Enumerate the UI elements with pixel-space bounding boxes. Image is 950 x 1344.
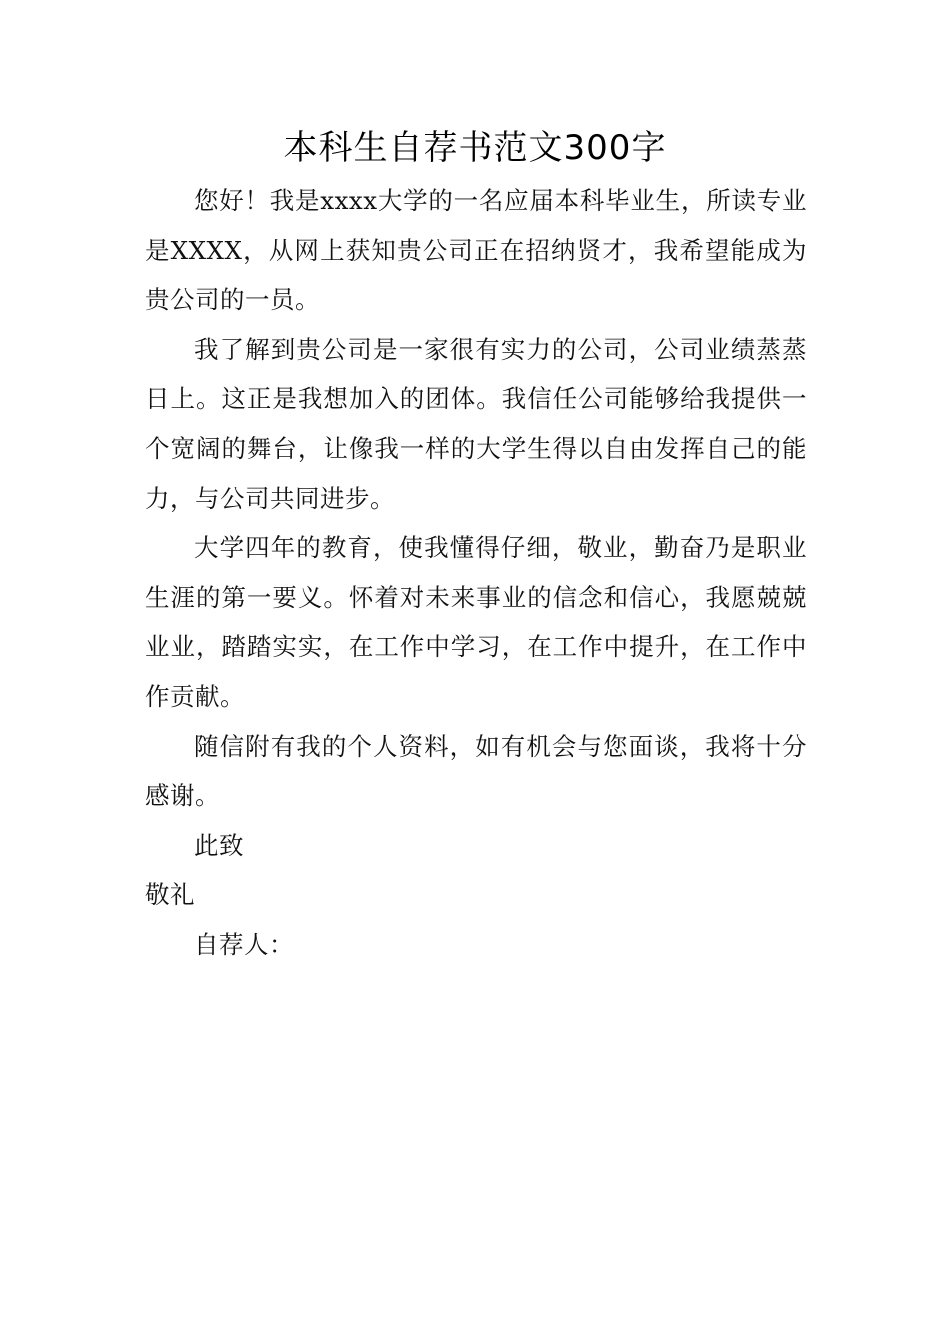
paragraph-3: 大学四年的教育，使我懂得仔细，敬业，勤奋乃是职业生涯的第一要义。怀着对未来事业的信念和信心，我愿兢兢业业，踏踏实实，在工作中学习，在工作中提升，在工作中作贡献。 [145, 533, 807, 711]
letter-body [145, 176, 807, 970]
closing-salute: 敬礼 [145, 880, 195, 910]
signature-line: 自荐人： [194, 929, 294, 959]
paragraph-2: 我了解到贵公司是一家很有实力的公司，公司业绩蒸蒸日上。这正是我想加入的团体。我信任公司能够给我提供一个宽阔的舞台，让像我一样的大学生得以自由发挥自己的能力，与公司共同进步。 [145, 334, 807, 513]
document-title: 本科生自荐书范文300字 [283, 128, 667, 168]
closing-greeting: 此致 [194, 830, 244, 860]
paragraph-1: 您好！我是xxxx大学的一名应届本科毕业生，所读专业是XXXX，从网上获知贵公司正在招纳贤才，我希望能成为贵公司的一员。 [145, 186, 807, 315]
paragraph-4: 随信附有我的个人资料，如有机会与您面谈，我将十分感谢。 [145, 731, 807, 811]
